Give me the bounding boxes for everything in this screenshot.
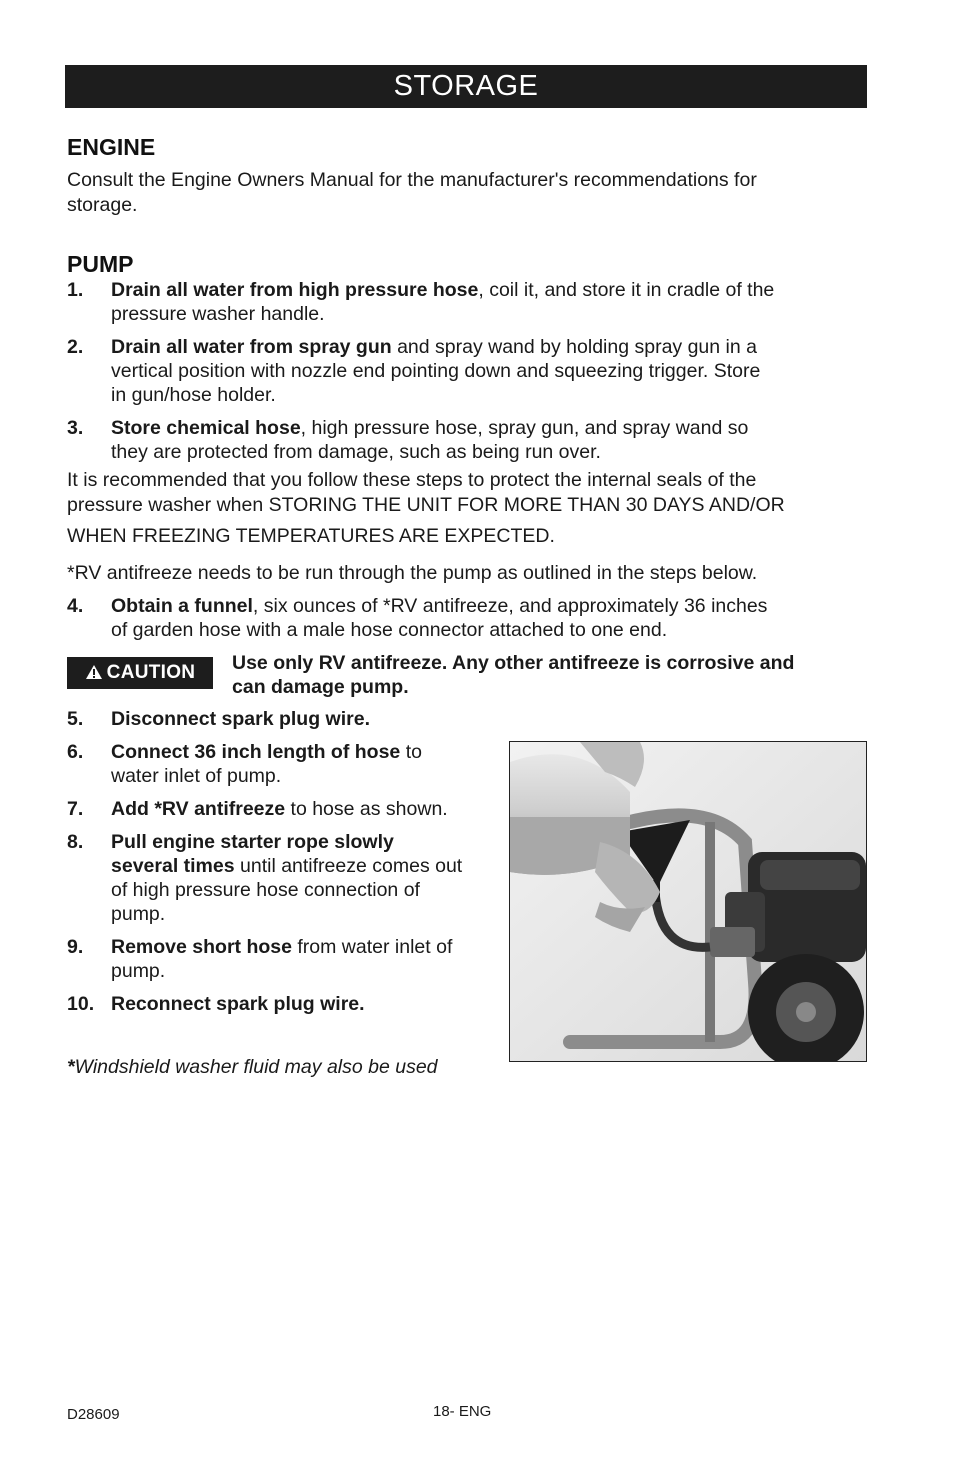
step-line3: of high pressure hose connection of <box>111 879 420 901</box>
engine-heading: ENGINE <box>67 134 156 160</box>
step-line2: pressure washer handle. <box>111 303 325 325</box>
section-banner: STORAGE <box>65 65 867 108</box>
recommend-line2: pressure washer when STORING THE UNIT FOR MORE THAN 30 DAYS AND/OR <box>67 494 785 516</box>
step-line2: of garden hose with a male hose connector attached to one end. <box>111 619 668 641</box>
step-bold: Disconnect spark plug wire. <box>111 708 370 730</box>
footnote <box>67 1056 438 1079</box>
step-text <box>111 830 511 926</box>
step-number: 9. <box>67 936 84 958</box>
pump-step-9 <box>67 935 507 985</box>
step-number: 2. <box>67 336 84 358</box>
step-number: 8. <box>67 831 84 853</box>
step-text <box>111 707 511 731</box>
rv-note: *RV antifreeze needs to be run through the pump as outlined in the steps below. <box>67 562 758 584</box>
engine-text <box>67 168 757 218</box>
caution-badge <box>67 657 213 689</box>
step-line2: they are protected from damage, such as being run over. <box>111 441 601 463</box>
step-bold: Pull engine starter rope slowly <box>111 831 394 853</box>
page-number: 18- ENG <box>433 1403 492 1420</box>
step-bold: Remove short hose <box>111 936 292 958</box>
warning-triangle-icon <box>85 659 103 691</box>
step-text <box>111 740 511 788</box>
step-text <box>111 992 511 1016</box>
step-bold: Store chemical hose <box>111 417 301 439</box>
caution-message <box>232 651 872 699</box>
pump-step-7 <box>67 797 507 823</box>
step-number: 3. <box>67 417 84 439</box>
pump-step-6 <box>67 740 507 790</box>
recommendation-text <box>67 468 785 549</box>
step-text <box>111 594 871 642</box>
step-bold-2: several times <box>111 855 235 877</box>
doc-number: D28609 <box>67 1406 120 1423</box>
step-rest: to hose as shown. <box>285 798 448 820</box>
recommend-line1: It is recommended that you follow these steps to protect the internal seals of the <box>67 469 757 491</box>
step-bold: Reconnect spark plug wire. <box>111 993 365 1015</box>
step-line3: in gun/hose holder. <box>111 384 276 406</box>
pump-heading: PUMP <box>67 251 134 277</box>
step-rest: from water inlet of <box>291 936 453 958</box>
footnote-text: Windshield washer fluid may also be used <box>74 1056 438 1078</box>
pump-step-3 <box>67 416 867 466</box>
step-text <box>111 797 511 821</box>
step-line4: pump. <box>111 903 166 925</box>
pump-step-4 <box>67 594 867 644</box>
step-number: 7. <box>67 798 84 820</box>
caution-line1: Use only RV antifreeze. Any other antifreeze is corrosive and <box>232 652 795 674</box>
step-bold: Drain all water from spray gun <box>111 336 392 358</box>
step-rest: , coil it, and store it in cradle of the <box>478 279 775 301</box>
step-text <box>111 935 511 983</box>
step-text <box>111 416 871 464</box>
step-bold: Add *RV antifreeze <box>111 798 286 820</box>
step-text <box>111 278 871 326</box>
step-bold: Connect 36 inch length of hose <box>111 741 401 763</box>
step-number: 4. <box>67 595 84 617</box>
pump-step-5 <box>67 707 507 733</box>
recommend-line3: WHEN FREEZING TEMPERATURES ARE EXPECTED. <box>67 525 555 547</box>
step-text <box>111 335 871 407</box>
step-rest: and spray wand by holding spray gun in a <box>391 336 757 358</box>
step-rest: , high pressure hose, spray gun, and spray wand so <box>300 417 749 439</box>
step-bold: Drain all water from high pressure hose <box>111 279 479 301</box>
pump-step-8 <box>67 830 507 930</box>
step-line2: pump. <box>111 960 166 982</box>
step-rest: , six ounces of *RV antifreeze, and approximately 36 inches <box>252 595 768 617</box>
step-rest: to <box>400 741 422 763</box>
step-number: 5. <box>67 708 84 730</box>
antifreeze-pump-photo <box>509 741 867 1062</box>
step-line2: water inlet of pump. <box>111 765 282 787</box>
engine-text-line2: storage. <box>67 194 138 216</box>
caution-badge-label: CAUTION <box>106 662 196 683</box>
step-number: 1. <box>67 279 84 301</box>
step-line2: vertical position with nozzle end pointing down and squeezing trigger. Store <box>111 360 761 382</box>
pump-step-2 <box>67 335 867 410</box>
step-number: 10. <box>67 993 95 1015</box>
pump-step-10 <box>67 992 507 1018</box>
engine-text-line1: Consult the Engine Owners Manual for the manufacturer's recommendations for <box>67 169 757 191</box>
caution-line2: can damage pump. <box>232 676 409 698</box>
footnote-star: * <box>67 1056 75 1078</box>
pump-step-1 <box>67 278 867 328</box>
step-bold: Obtain a funnel <box>111 595 253 617</box>
step-rest: until antifreeze comes out <box>234 855 463 877</box>
step-number: 6. <box>67 741 84 763</box>
